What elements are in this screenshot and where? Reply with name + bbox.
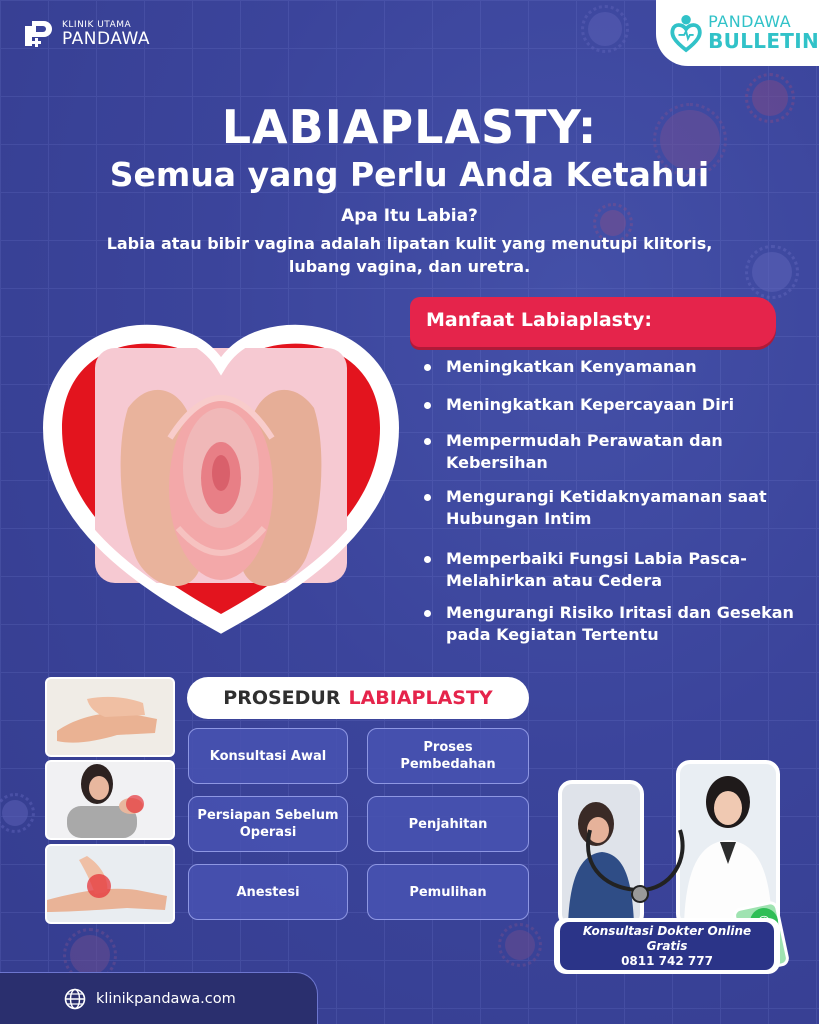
consult-phone: 0811 742 777 xyxy=(621,954,713,968)
heart-photo-frame xyxy=(40,318,402,640)
definition-line: lubang vagina, dan uretra. xyxy=(288,257,531,276)
page-title: LABIAPLASTY: xyxy=(221,100,598,154)
benefit-item: Mempermudah Perawatan dan Kebersihan xyxy=(422,430,776,474)
procedure-step: Pemulihan xyxy=(367,864,529,920)
clinic-small-label: KLINIK UTAMA xyxy=(62,20,132,30)
procedure-step: Penjahitan xyxy=(367,796,529,852)
procedure-step: Proses Pembedahan xyxy=(367,728,529,784)
globe-icon xyxy=(64,988,86,1010)
benefits-heading: Manfaat Labiaplasty: xyxy=(410,297,776,347)
bulletin-top-label: PANDAWA xyxy=(708,12,792,31)
procedure-label-dark: PROSEDUR xyxy=(223,687,341,709)
procedure-step: Anestesi xyxy=(188,864,348,920)
website-link[interactable]: klinikpandawa.com xyxy=(96,990,236,1007)
consult-line1: Konsultasi Dokter Online xyxy=(582,924,752,938)
procedure-step: Persiapan Sebelum Operasi xyxy=(188,796,348,852)
page-subtitle: Semua yang Perlu Anda Ketahui xyxy=(109,155,710,194)
photo-woman-pain xyxy=(45,760,175,840)
website-footer[interactable] xyxy=(0,972,318,1024)
procedure-step: Konsultasi Awal xyxy=(188,728,348,784)
virus-decoration-icon xyxy=(70,935,110,975)
clinic-logo-icon xyxy=(22,18,54,50)
heart-frame-icon xyxy=(40,318,402,640)
consultation-card-inner xyxy=(560,922,774,970)
virus-decoration-icon xyxy=(2,800,28,826)
definition-text xyxy=(0,232,819,278)
heart-logo-icon xyxy=(670,13,702,53)
consultation-card[interactable] xyxy=(554,918,780,974)
consult-line2: Gratis xyxy=(646,939,688,953)
clinic-logo xyxy=(22,18,150,50)
bulletin-badge xyxy=(656,0,819,66)
benefits-list xyxy=(422,356,802,646)
virus-decoration-icon xyxy=(588,12,622,46)
benefit-item: Mengurangi Ketidaknyamanan saat Hubungan Intim xyxy=(422,486,786,530)
photo-hands-massage xyxy=(45,677,175,757)
clinic-name: PANDAWA xyxy=(62,29,151,49)
bulletin-bottom-label: BULLETIN xyxy=(708,29,819,53)
definition-line: Labia atau bibir vagina adalah lipatan kulit yang menutupi klitoris, xyxy=(106,234,713,253)
photo-wrist-pain xyxy=(45,844,175,924)
question-heading: Apa Itu Labia? xyxy=(341,206,478,226)
procedure-heading xyxy=(187,677,529,719)
benefit-item: Meningkatkan Kepercayaan Diri xyxy=(422,394,802,416)
stethoscope-icon xyxy=(580,820,700,910)
procedure-label-red: LABIAPLASTY xyxy=(348,687,493,709)
benefit-item: Meningkatkan Kenyamanan xyxy=(422,356,802,378)
benefit-item: Memperbaiki Fungsi Labia Pasca-Melahirkan atau Cedera xyxy=(422,548,786,592)
benefit-item: Mengurangi Risiko Iritasi dan Gesekan pada Kegiatan Tertentu xyxy=(422,602,806,646)
virus-decoration-icon xyxy=(505,930,535,960)
